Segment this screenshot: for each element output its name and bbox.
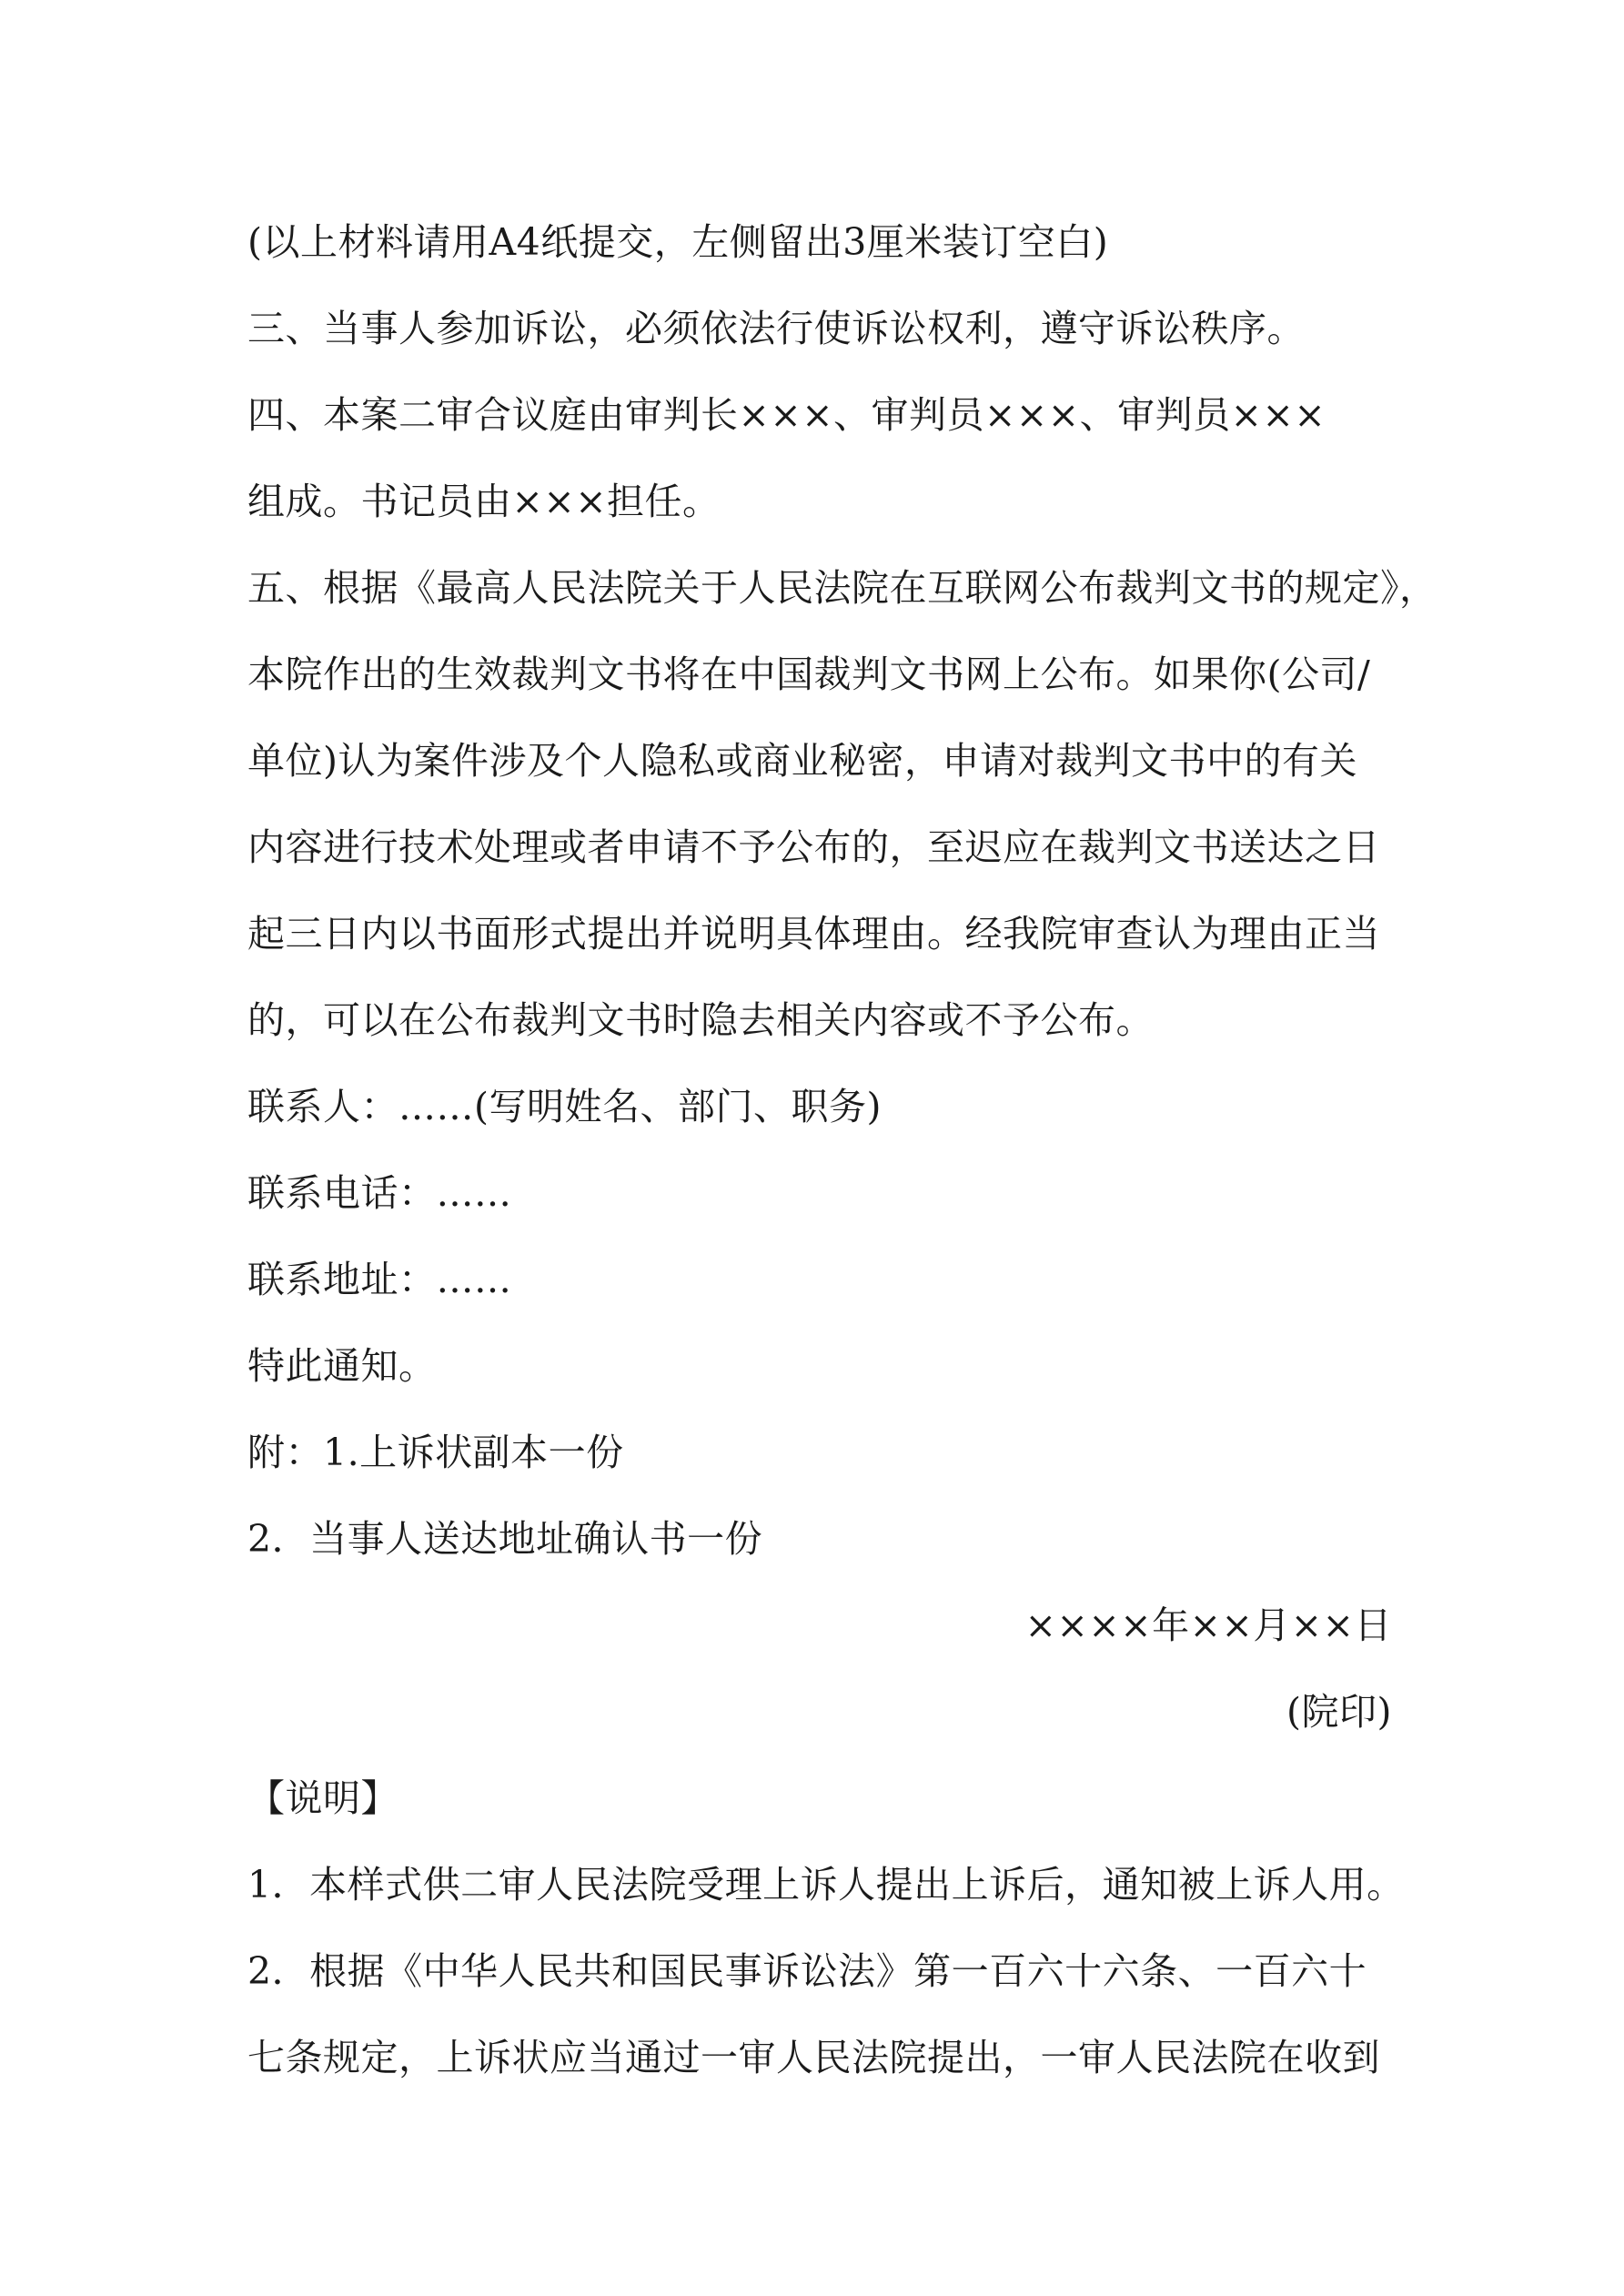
contact-address-line: 联系地址：…… [247, 1258, 512, 1301]
note-line: 2．根据《中华人民共和国民事诉讼法》第一百六十六条、一百六十 [247, 1949, 1367, 1993]
body-line: 四、本案二审合议庭由审判长×××、审判员×××、审判员××× [247, 393, 1326, 437]
contact-person-line: 联系人：……(写明姓名、部门、职务) [247, 1085, 882, 1128]
body-line: 起三日内以书面形式提出并说明具体理由。经我院审查认为理由正当 [247, 912, 1380, 956]
note-line: 1．本样式供二审人民法院受理上诉人提出上诉后，通知被上诉人用。 [247, 1863, 1405, 1907]
body-line: 内容进行技术处理或者申请不予公布的，至迟应在裁判文书送达之日 [247, 825, 1380, 869]
body-line: 的，可以在公布裁判文书时隐去相关内容或不予公布。 [247, 998, 1154, 1042]
attachment-line: 附：1.上诉状副本一份 [247, 1431, 624, 1474]
notes-heading: 【说明】 [247, 1776, 398, 1820]
note-line: 七条规定，上诉状应当通过一审人民法院提出，一审人民法院在收到 [247, 2036, 1380, 2079]
date-line: ××××年××月××日 [1024, 1603, 1392, 1647]
body-line: (以上材料请用A4纸提交，左侧留出3厘米装订空白) [247, 220, 1109, 264]
body-line: 三、当事人参加诉讼，必须依法行使诉讼权利，遵守诉讼秩序。 [247, 307, 1305, 350]
attachment-line: 2．当事人送达地址确认书一份 [247, 1517, 763, 1561]
contact-phone-line: 联系电话：…… [247, 1171, 512, 1215]
court-seal-line: (院印) [1286, 1690, 1392, 1734]
body-line: 单位)认为案件涉及个人隐私或商业秘密，申请对裁判文书中的有关 [247, 739, 1357, 783]
closing-line: 特此通知。 [247, 1344, 437, 1388]
body-line: 本院作出的生效裁判文书将在中国裁判文书网上公布。如果你(公司/ [247, 652, 1371, 696]
body-line: 五、根据《最高人民法院关于人民法院在互联网公布裁判文书的规定》， [247, 566, 1437, 610]
body-line: 组成。书记员由×××担任。 [247, 480, 721, 523]
